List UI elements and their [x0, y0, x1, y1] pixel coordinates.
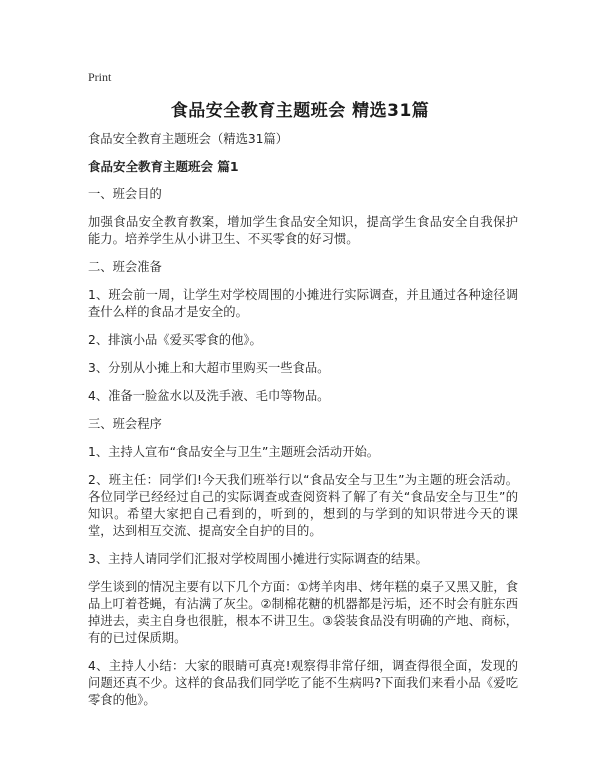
section-title: 食品安全教育主题班会 篇1 — [88, 159, 239, 174]
paragraph-proc-1: 1、主持人宣布“食品安全与卫生”主题班会活动开始。 — [88, 445, 380, 459]
document-subtitle: 食品安全教育主题班会（精选31篇） — [88, 132, 289, 146]
print-label[interactable]: Print — [88, 70, 112, 84]
paragraph-proc-3: 3、主持人请同学们汇报对学校周围小摊进行实际调查的结果。 — [88, 552, 428, 566]
heading-procedure: 三、班会程序 — [88, 417, 162, 431]
paragraph-proc-4: 4、主持人小结：大家的眼睛可真亮!观察得非常仔细，调查得很全面，发现的问题还真不少。这样的食品我们同学吃了能不生病吗?下面我们来看小品《爱吃零食的他》。 — [88, 659, 518, 707]
heading-preparation: 二、班会准备 — [88, 260, 162, 274]
document-body — [88, 131, 518, 720]
heading-purpose: 一、班会目的 — [88, 187, 162, 201]
paragraph-survey-results: 学生谈到的情况主要有以下几个方面：①烤羊肉串、烤年糕的桌子又黑又脏，食品上叮着苍蝇，有沾满了灰尘。②制棉花糖的机器都是污垢，还不时会有脏东西掉进去，卖主自身也很脏，根本不讲卫生。③袋装食品没有明确的产地、商标，有的已过保质期。 — [88, 580, 518, 645]
paragraph-prep-2: 2、排演小品《爱买零食的他》。 — [88, 333, 262, 347]
paragraph-prep-4: 4、准备一脸盆水以及洗手液、毛巾等物品。 — [88, 389, 330, 403]
page-title: 食品安全教育主题班会 精选31篇 — [170, 101, 430, 121]
paragraph-purpose: 加强食品安全教育教案，增加学生食品安全知识，提高学生食品安全自我保护能力。培养学生从小讲卫生、不买零食的好习惯。 — [88, 215, 518, 246]
paragraph-prep-3: 3、分别从小摊上和大超市里购买一些食品。 — [88, 361, 330, 375]
paragraph-proc-2: 2、班主任：同学们!今天我们班举行以“食品安全与卫生”为主题的班会活动。各位同学已经经过自己的实际调查或查阅资料了解了有关“食品安全与卫生”的知识。希望大家把自己看到的，听到的，想到的与学到的知识带进今天的课堂，达到相互交流、提高安全自护的目的。 — [88, 473, 518, 538]
paragraph-prep-1: 1、班会前一周，让学生对学校周围的小摊进行实际调查，并且通过各种途径调查什么样的食品才是安全的。 — [88, 288, 518, 319]
